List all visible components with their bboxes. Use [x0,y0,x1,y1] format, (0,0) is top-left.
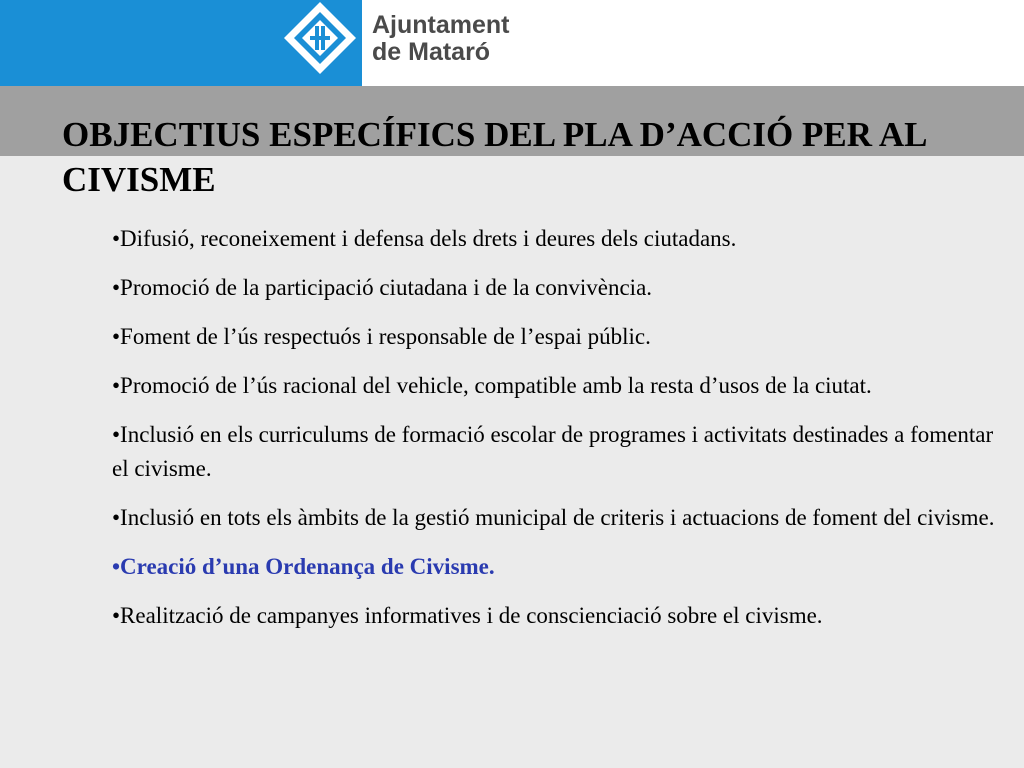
list-item: •Promoció de la participació ciutadana i de la convivència. [112,275,653,300]
list-item: •Foment de l’ús respectuós i responsable de l’espai públic. [112,324,651,349]
org-name [372,12,510,66]
list-item: •Inclusió en tots els àmbits de la gestió municipal de criteris i actuacions de foment del civisme. [112,505,995,530]
list-item: •Difusió, reconeixement i defensa dels drets i deures dels ciutadans. [112,226,737,251]
org-name-line2: de Mataró [372,38,491,66]
slide-title: OBJECTIUS ESPECÍFICS DEL PLA D’ACCIÓ PER AL CIVISME [62,115,926,199]
org-name-line1: Ajuntament [372,11,510,39]
city-shield-logo-icon [282,0,358,76]
list-item: •Promoció de l’ús racional del vehicle, compatible amb la resta d’usos de la ciutat. [112,373,872,398]
list-item: •Realització de campanyes informatives i de conscienciació sobre el civisme. [112,603,823,628]
list-item: •Inclusió en els curriculums de formació escolar de programes i activitats destinades a fomentar el civisme. [112,422,994,481]
list-item-highlight: •Creació d’una Ordenança de Civisme. [112,554,495,579]
objectives-list [112,222,1002,648]
